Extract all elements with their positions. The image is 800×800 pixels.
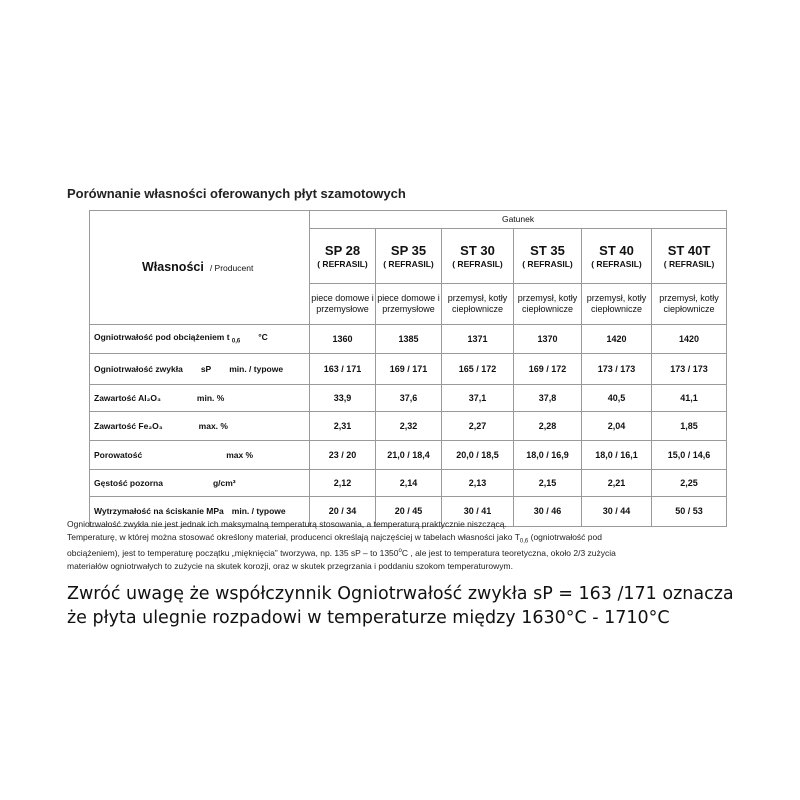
table-row [90,354,727,385]
application-cell: przemysł, kotły ciepłownicze [442,284,514,325]
footnote-line: Temperaturę, w której można stosować określony materiał, producenci określają najczęściej w tabelach własności jako $T_{0,6}$ (ogniotrwałość pod [67,532,602,545]
value-cell: 18,0 / 16,1 [582,441,652,470]
grade-cell: SP 35 ( REFRASIL) [376,229,442,284]
value-cell: 165 / 172 [442,354,514,385]
table-row [90,412,727,441]
application-cell: przemysł, kotły ciepłownicze [652,284,727,325]
table-row [90,470,727,497]
application-cell: piece domowe i przemysłowe [376,284,442,325]
value-cell: 1420 [652,325,727,354]
value-cell: 2,14 [376,470,442,497]
value-cell: 20 / 34 [310,497,376,527]
callout-line: że płyta ulegnie rozpadowi w temperaturze między 1630°C - 1710°C [67,608,670,629]
value-cell: 169 / 172 [514,354,582,385]
row-label: Zawartość Al₂O₃ min. % [90,385,310,412]
value-cell: 2,25 [652,470,727,497]
value-cell: 1370 [514,325,582,354]
grade-cell: ST 30 ( REFRASIL) [442,229,514,284]
value-cell: 173 / 173 [652,354,727,385]
grade-cell: ST 40 ( REFRASIL) [582,229,652,284]
grade-cell: ST 40T ( REFRASIL) [652,229,727,284]
value-cell: 173 / 173 [582,354,652,385]
row-label: Gęstość pozorna g/cm³ [90,470,310,497]
page-title: Porównanie własności oferowanych płyt szamotowych [67,186,406,201]
value-cell: 15,0 / 14,6 [652,441,727,470]
value-cell: 1420 [582,325,652,354]
callout-line: Zwróć uwagę że współczynnik Ogniotrwałość zwykła sP = 163 /171 oznacza [67,584,734,604]
footnote-line: Ogniotrwałość zwykła nie jest jednak ich maksymalną temperaturą stosowania, a temperaturą praktycznie niszczącą. [67,519,507,529]
row-label: Zawartość Fe₂O₃ max. % [90,412,310,441]
application-cell: przemysł, kotły ciepłownicze [582,284,652,325]
producer-header: / Producent [209,263,254,273]
value-cell: 1360 [310,325,376,354]
value-cell: 2,27 [442,412,514,441]
value-cell: 30 / 41 [442,497,514,527]
row-label: Ogniotrwałość pod obciążeniem t $_{0,6}$ °C [90,325,310,354]
value-cell: 1,85 [652,412,727,441]
row-label: Wytrzymałość na ściskanie MPa min. / typowe [90,497,310,527]
value-cell: 2,12 [310,470,376,497]
footnote-line: materiałów ogniotrwałych to zużycie na skutek korozji, oraz w skutek przegrzania i poddaniu szokom temperaturowym. [67,561,513,572]
properties-header-cell [90,211,310,325]
grade-cell: SP 28 ( REFRASIL) [310,229,376,284]
table-row [90,325,727,354]
table-row [90,441,727,470]
comparison-table [89,210,727,527]
grade-cell: ST 35 ( REFRASIL) [514,229,582,284]
value-cell: 18,0 / 16,9 [514,441,582,470]
row-label: Porowatość max % [90,441,310,470]
value-cell: 30 / 44 [582,497,652,527]
value-cell: 40,5 [582,385,652,412]
table-row [90,385,727,412]
value-cell: 2,04 [582,412,652,441]
value-cell: 2,15 [514,470,582,497]
value-cell: 1371 [442,325,514,354]
properties-header: Własności [142,260,204,274]
footnote-line: obciążeniem), jest to temperaturę początku „mięknięcia” tworzywa, np. 135 sP – to 1350$^o$C , ale jest to temperatura teoretyczna, około 2/3 zużycia [67,548,616,559]
value-cell: 21,0 / 18,4 [376,441,442,470]
value-cell: 37,8 [514,385,582,412]
value-cell: 2,31 [310,412,376,441]
value-cell: 2,32 [376,412,442,441]
value-cell: 2,21 [582,470,652,497]
value-cell: 37,1 [442,385,514,412]
value-cell: 20 / 45 [376,497,442,527]
application-cell: przemysł, kotły ciepłownicze [514,284,582,325]
row-label: Ogniotrwałość zwykła sP min. / typowe [90,354,310,385]
grade-group-header: Gatunek [310,211,727,229]
value-cell: 169 / 171 [376,354,442,385]
value-cell: 37,6 [376,385,442,412]
callout-text [67,582,767,630]
value-cell: 50 / 53 [652,497,727,527]
value-cell: 2,28 [514,412,582,441]
footnotes [67,518,727,574]
value-cell: 1385 [376,325,442,354]
value-cell: 30 / 46 [514,497,582,527]
value-cell: 163 / 171 [310,354,376,385]
value-cell: 41,1 [652,385,727,412]
value-cell: 20,0 / 18,5 [442,441,514,470]
value-cell: 2,13 [442,470,514,497]
value-cell: 23 / 20 [310,441,376,470]
application-cell: piece domowe i przemysłowe [310,284,376,325]
value-cell: 33,9 [310,385,376,412]
